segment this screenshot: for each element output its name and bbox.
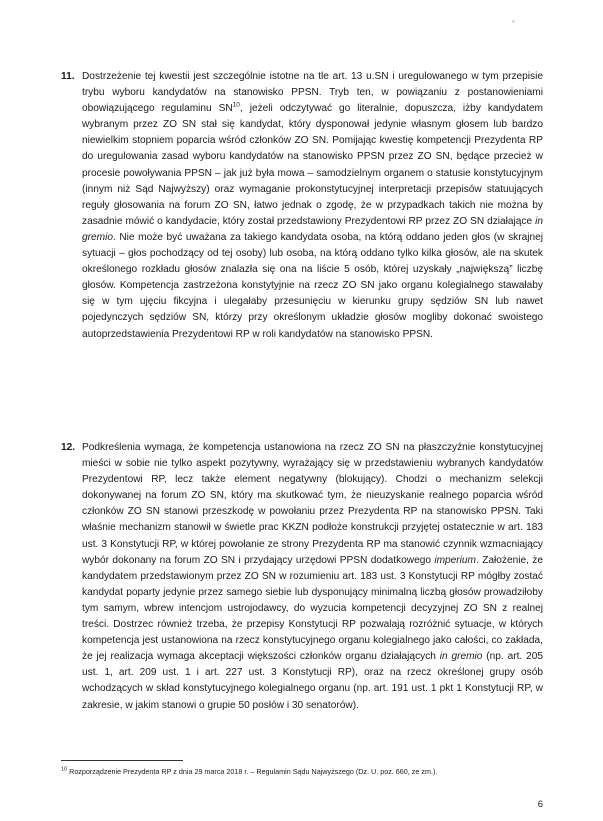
text-run: . Założenie, że kandydatem przedstawionym przez ZO SN w rozumieniu art. 183 ust. 3 Konstytucji RP mógłby zostać kandydat poparty jedynie przez samego siebie lub dysponujący minimalną liczbą głosów prowadziłoby tym samym, wbrew intencjom ustrojodawcy, do wyzucia kompetencji decyzyjnej ZO SN z realnej treści. Dostrzec również trzeba, że przepisy Konstytucji RP pozwalają rozróżnić sytuacje, w których kompetencja jest ustanowiona na rzecz konstytucyjnego organu kolegialnego jako całości, co zakłada, że jej realizacja wymaga akceptacji większości członków organu działających [82, 554, 543, 663]
paragraph-11 [61, 69, 543, 343]
footnote [61, 766, 543, 777]
paragraph-12 [61, 440, 543, 714]
text-run: . Nie może być uważana za takiego kandydata osoba, na którą oddano jeden głos (w skrajnej sytuacji – głos pochodzący od tej osoby) lub osoba, na którą oddano tylko kilka głosów, ale na skutek określonego rozkładu głosów znalazła się ona na liście 5 osób, której uzyskały „największą” liczbę głosów. Kompetencja zastrzeżona konstytyjnie na rzecz ZO SN jako organu kolegialnego stawałaby się w tym ujęciu fikcyjna i ulegałaby przesunięciu w kierunku grupy sędziów SN lub nawet pojedynczych sędziów SN, którzy przy określonym układzie głosów mogliby dokonać swoistego autoprzedstawienia Prezydentowi RP w roli kandydatów na stanowisko PPSN. [82, 231, 543, 340]
paragraph-number: 11. [61, 71, 75, 82]
paragraph-text [82, 69, 543, 343]
italic-phrase: in gremio [82, 215, 543, 243]
footnote-separator [61, 760, 183, 761]
text-run: Podkreślenia wymaga, że kompetencja ustanowiona na rzecz ZO SN na płaszczyźnie konstytucyjnej mieści w sobie nie tylko aspekt pozytywny, wyrażający się w przedstawieniu wybranych kandydatów Prezydentowi RP, lecz także element negatywny (blokujący). Chodzi o mechanizm selekcji dokonywanej na forum ZO SN, który ma skutkować tym, że nieuzyskanie realnego poparcia wśród członków ZO SN stanowi przeszkodę w powołaniu przez Prezydenta RP na stanowisko PPSN. Taki właśnie mechanizm stanowił w świetle prac KKZN podłoże konstrukcji przyjętej ostatecznie w art. 183 ust. 3 Konstytucji RP, w której powołanie ze strony Prezydenta RP ma stanowić czynnik wzmacniający wybór dokonany na forum ZO SN i przydający urzędowi PPSN dodatkowego [82, 442, 543, 566]
footnote-text: Rozporządzenie Prezydenta RP z dnia 29 marca 2018 r. – Regulamin Sądu Najwyższego (Dz. U. poz. 660, ze zm.). [67, 767, 438, 776]
footnote-reference: 10 [232, 101, 240, 109]
footnote-marker: 10 [61, 766, 68, 773]
italic-phrase: imperium [434, 554, 476, 566]
text-run: , jeżeli odczytywać go literalnie, dopuszcza, iżby kandydatem wybranym przez ZO SN stał się kandydat, który dysponował jedynie własnym głosem lub bardzo niewielkim stopniem poparcia wśród członków ZO SN. Pomijając kwestię kompetencji Prezydenta RP do uregulowania zasad wyboru kandydatów na stanowisko PPSN przez ZO SN, będące przecież w procesie powoływania PPSN – jak już była mowa – samodzielnym organem o statusie konstytucyjnym (innym niż Sąd Najwyższy) oraz wymaganie prokonstytucyjnej interpretacji przepisów statuujących reguły głosowania na forum ZO SN, łatwo jednak o zgodę, że w przypadkach takich nie można by zasadnie mówić o kandydacie, który został przedstawiony Prezydentowi RP przez ZO SN działające [82, 103, 543, 227]
text-run: Dostrzeżenie tej kwestii jest szczególnie istotne na tle art. 13 u.SN i uregulowanego w tym przepisie trybu wyboru kandydatów na stanowisko PPSN. Tryb ten, w powiązaniu z postanowieniami obowiązującego regulaminu SN [82, 71, 543, 115]
paragraph-text [82, 440, 543, 714]
italic-phrase: in gremio [439, 651, 483, 663]
text-run: (np. art. 205 ust. 1, art. 209 ust. 1 i art. 227 ust. 3 Konstytucji RP), oraz na rzecz określonej grupy osób wchodzących w skład konstytucyjnego kolegialnego organu (np. art. 191 ust. 1 pkt 1 Konstytucji RP, w zakresie, w jakim stanowi o grupie 50 posłów i 30 senatorów). [82, 651, 543, 711]
paragraph-number: 12. [61, 442, 76, 453]
scan-speck [512, 20, 515, 23]
page-number: 6 [537, 799, 543, 810]
